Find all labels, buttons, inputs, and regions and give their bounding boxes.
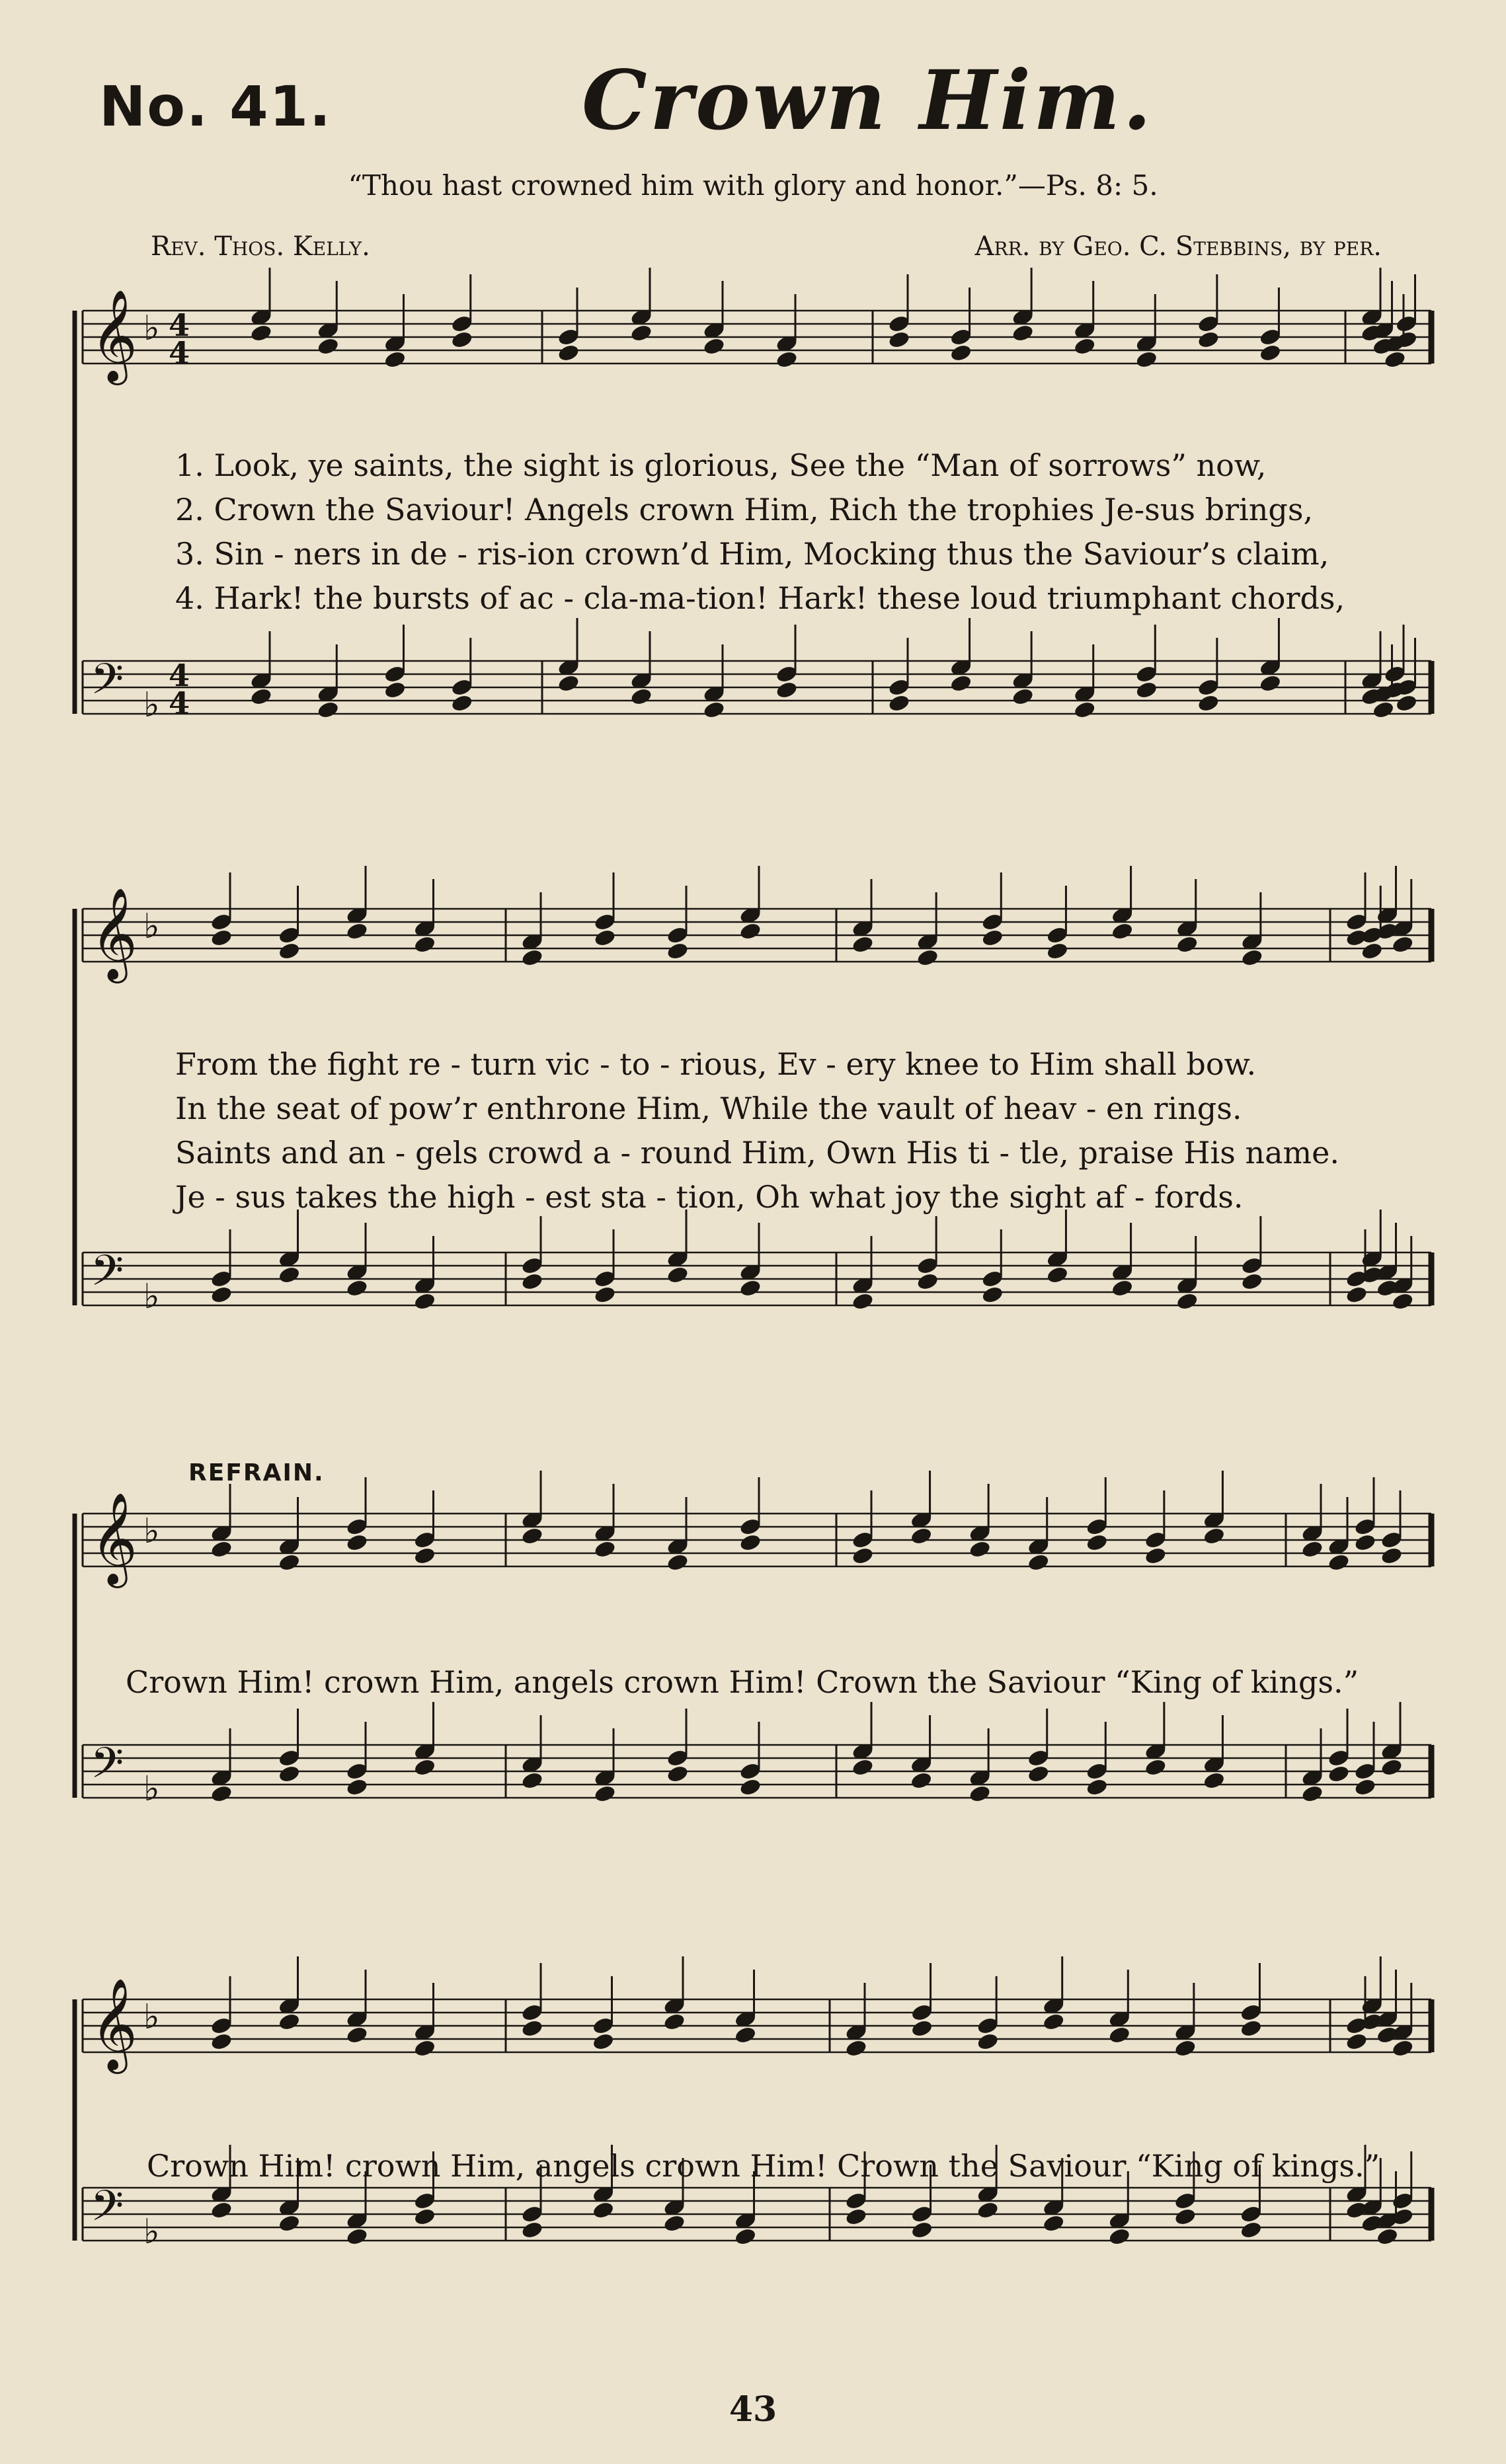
- notehead: [1144, 1757, 1167, 1777]
- notehead: [851, 1291, 874, 1311]
- notehead: [666, 1265, 689, 1285]
- notehead: [916, 948, 939, 968]
- notehead: [249, 323, 272, 343]
- notehead: [775, 350, 798, 369]
- notehead: [1073, 700, 1096, 720]
- flat-icon: ♭: [143, 1277, 160, 1317]
- notehead: [278, 941, 301, 961]
- notehead: [910, 1771, 933, 1790]
- notehead: [345, 2227, 368, 2247]
- verse-4-part-2: Je - sus takes the high - est sta - tion, Oh what joy the sight af - fords.: [175, 1179, 1244, 1215]
- bass-clef-icon: 𝄢: [91, 1739, 124, 1798]
- notehead: [775, 680, 798, 700]
- verse-2-part-2: In the seat of pow’r enthrone Him, While the vault of heav - en rings.: [175, 1091, 1242, 1126]
- verse-3-part-2: Saints and an - gels crowd a - round Him, Own His ti - tle, praise His name.: [175, 1135, 1339, 1171]
- notehead: [450, 330, 473, 350]
- notehead: [1345, 1285, 1368, 1305]
- notehead: [1111, 921, 1134, 941]
- notehead: [738, 921, 762, 941]
- notehead: [1240, 2019, 1263, 2038]
- notehead: [1300, 1539, 1324, 1559]
- notehead: [1380, 1546, 1403, 1566]
- notehead: [1203, 1771, 1226, 1790]
- notehead: [383, 350, 407, 369]
- notehead: [557, 343, 580, 363]
- notehead: [629, 687, 653, 707]
- notehead: [1086, 1777, 1109, 1797]
- notehead: [844, 2038, 867, 2058]
- notehead: [345, 2025, 368, 2045]
- notehead: [1380, 1757, 1403, 1777]
- notehead: [249, 687, 272, 707]
- notehead: [1135, 680, 1158, 700]
- notehead: [413, 935, 436, 954]
- notehead: [844, 2207, 867, 2227]
- notehead: [981, 928, 1004, 948]
- notehead: [851, 1546, 874, 1566]
- verse-4-part-1: 4. Hark! the bursts of ac - cla-ma-tion! Hark! these loud triumphant chords,: [175, 580, 1345, 616]
- notehead: [1353, 1777, 1376, 1797]
- notehead: [1197, 330, 1220, 350]
- flat-icon: ♭: [143, 1512, 160, 1551]
- notehead: [592, 2200, 615, 2220]
- notehead: [278, 2012, 301, 2032]
- treble-clef-icon: 𝄞: [91, 289, 138, 381]
- time-signature-top: 4: [169, 307, 190, 343]
- notehead: [1108, 2025, 1131, 2045]
- flat-icon: ♭: [143, 309, 160, 348]
- flat-icon: ♭: [143, 1997, 160, 2037]
- notehead: [557, 674, 580, 693]
- hymn-title: Crown Him.: [582, 53, 1154, 149]
- notehead: [1391, 935, 1414, 954]
- bass-clef-icon: 𝄢: [91, 1247, 124, 1306]
- notehead: [666, 1764, 689, 1784]
- notehead: [210, 1285, 233, 1305]
- notehead: [662, 2012, 686, 2032]
- notehead: [210, 2032, 233, 2052]
- notehead: [413, 2038, 436, 2058]
- notehead: [1391, 1291, 1414, 1311]
- notehead: [278, 1764, 301, 1784]
- notehead: [520, 2019, 543, 2038]
- notehead: [1259, 674, 1282, 693]
- refrain-line-2: Crown Him! crown Him, angels crown Him! Crown the Saviour “King of kings.”: [147, 2148, 1380, 2184]
- notehead: [593, 1285, 616, 1305]
- notehead: [1175, 935, 1199, 954]
- notehead: [520, 1526, 543, 1546]
- notehead: [278, 2214, 301, 2233]
- notehead: [910, 1526, 933, 1546]
- notehead: [968, 1784, 991, 1804]
- notehead: [976, 2032, 999, 2052]
- notehead: [520, 1771, 543, 1790]
- notehead: [593, 1539, 616, 1559]
- notehead: [278, 1265, 301, 1285]
- notehead: [1391, 2038, 1414, 2058]
- notehead: [910, 2019, 933, 2038]
- notehead: [210, 2200, 233, 2220]
- notehead: [413, 2207, 436, 2227]
- notehead: [317, 336, 340, 356]
- notehead: [662, 2214, 686, 2233]
- verse-3-part-1: 3. Sin - ners in de - ris-ion crown’d Him, Mocking thus the Saviour’s claim,: [175, 536, 1329, 572]
- notehead: [734, 2227, 757, 2247]
- notehead: [916, 1272, 939, 1291]
- notehead: [1376, 2227, 1399, 2247]
- author-credit: Rev. Thos. Kelly.: [151, 231, 370, 262]
- notehead: [666, 1553, 689, 1572]
- notehead: [1086, 1533, 1109, 1553]
- treble-clef-icon: 𝄞: [91, 888, 138, 980]
- notehead: [1173, 2038, 1197, 2058]
- notehead: [413, 1546, 436, 1566]
- notehead: [413, 1291, 436, 1311]
- flat-icon: ♭: [143, 907, 160, 946]
- time-signature-top: 4: [169, 658, 190, 693]
- notehead: [520, 948, 543, 968]
- bass-clef-icon: 𝄢: [91, 2182, 124, 2241]
- notehead: [1046, 941, 1069, 961]
- notehead: [1361, 941, 1384, 961]
- notehead: [1042, 2214, 1065, 2233]
- notehead: [383, 680, 407, 700]
- notehead: [666, 941, 689, 961]
- notehead: [1042, 2012, 1065, 2032]
- arranger-credit: Arr. by Geo. C. Stebbins, by per.: [974, 231, 1382, 262]
- notehead: [593, 1784, 616, 1804]
- notehead: [738, 1777, 762, 1797]
- notehead: [278, 1553, 301, 1572]
- notehead: [981, 1285, 1004, 1305]
- notehead: [1240, 2220, 1263, 2240]
- notehead: [1173, 2207, 1197, 2227]
- notehead: [345, 1278, 368, 1298]
- notehead: [1197, 693, 1220, 713]
- notehead: [1011, 323, 1034, 343]
- notehead: [1175, 1291, 1199, 1311]
- notehead: [1372, 700, 1395, 720]
- notehead: [1300, 1784, 1324, 1804]
- notehead: [1027, 1553, 1050, 1572]
- notehead: [1073, 336, 1096, 356]
- notehead: [1240, 1272, 1263, 1291]
- notehead: [976, 2200, 999, 2220]
- notehead: [345, 1777, 368, 1797]
- notehead: [345, 1533, 368, 1553]
- notehead: [910, 2220, 933, 2240]
- notehead: [1240, 948, 1263, 968]
- notehead: [1108, 2227, 1131, 2247]
- notehead: [1259, 343, 1282, 363]
- notehead: [210, 1784, 233, 1804]
- notehead: [851, 935, 874, 954]
- notehead: [1111, 1278, 1134, 1298]
- refrain-label: REFRAIN.: [188, 1459, 325, 1486]
- time-signature-bottom: 4: [169, 335, 190, 371]
- notehead: [949, 343, 972, 363]
- notehead: [345, 921, 368, 941]
- notehead: [702, 336, 725, 356]
- notehead: [738, 1278, 762, 1298]
- refrain-line-1: Crown Him! crown Him, angels crown Him! Crown the Saviour “King of kings.”: [126, 1664, 1359, 1700]
- time-signature-bottom: 4: [169, 685, 190, 721]
- flat-icon: ♭: [143, 685, 160, 725]
- notehead: [738, 1533, 762, 1553]
- notehead: [413, 1757, 436, 1777]
- notehead: [210, 1539, 233, 1559]
- notehead: [629, 323, 653, 343]
- notehead: [1383, 350, 1406, 369]
- verse-1-part-1: 1. Look, ye saints, the sight is glorious, See the “Man of sorrows” now,: [175, 447, 1267, 483]
- notehead: [1027, 1764, 1050, 1784]
- notehead: [887, 693, 910, 713]
- notehead: [520, 2220, 543, 2240]
- notehead: [593, 928, 616, 948]
- notehead: [592, 2032, 615, 2052]
- notehead: [1353, 1533, 1376, 1553]
- notehead: [450, 693, 473, 713]
- notehead: [968, 1539, 991, 1559]
- notehead: [1345, 2032, 1368, 2052]
- notehead: [887, 330, 910, 350]
- hymn-number: No. 41.: [99, 74, 332, 139]
- notehead: [734, 2025, 757, 2045]
- epigraph: “Thou hast crowned him with glory and honor.”—Ps. 8: 5.: [348, 169, 1158, 202]
- verse-2-part-1: 2. Crown the Saviour! Angels crown Him, Rich the trophies Je-sus brings,: [175, 492, 1314, 527]
- notehead: [851, 1757, 874, 1777]
- notehead: [1135, 350, 1158, 369]
- notehead: [1011, 687, 1034, 707]
- notehead: [1327, 1764, 1350, 1784]
- notehead: [1144, 1546, 1167, 1566]
- flat-icon: ♭: [143, 2212, 160, 2252]
- notehead: [1046, 1265, 1069, 1285]
- notehead: [1203, 1526, 1226, 1546]
- treble-clef-icon: 𝄞: [91, 1978, 138, 2070]
- verse-1-part-2: From the fight re - turn vic - to - rious, Ev - ery knee to Him shall bow.: [175, 1046, 1257, 1082]
- treble-clef-icon: 𝄞: [91, 1492, 138, 1584]
- page-number: 43: [729, 2389, 777, 2430]
- notehead: [1395, 693, 1418, 713]
- notehead: [317, 700, 340, 720]
- notehead: [210, 928, 233, 948]
- notehead: [949, 674, 972, 693]
- notehead: [1327, 1553, 1350, 1572]
- flat-icon: ♭: [143, 1769, 160, 1809]
- notehead: [520, 1272, 543, 1291]
- notehead: [702, 700, 725, 720]
- bass-clef-icon: 𝄢: [91, 655, 124, 714]
